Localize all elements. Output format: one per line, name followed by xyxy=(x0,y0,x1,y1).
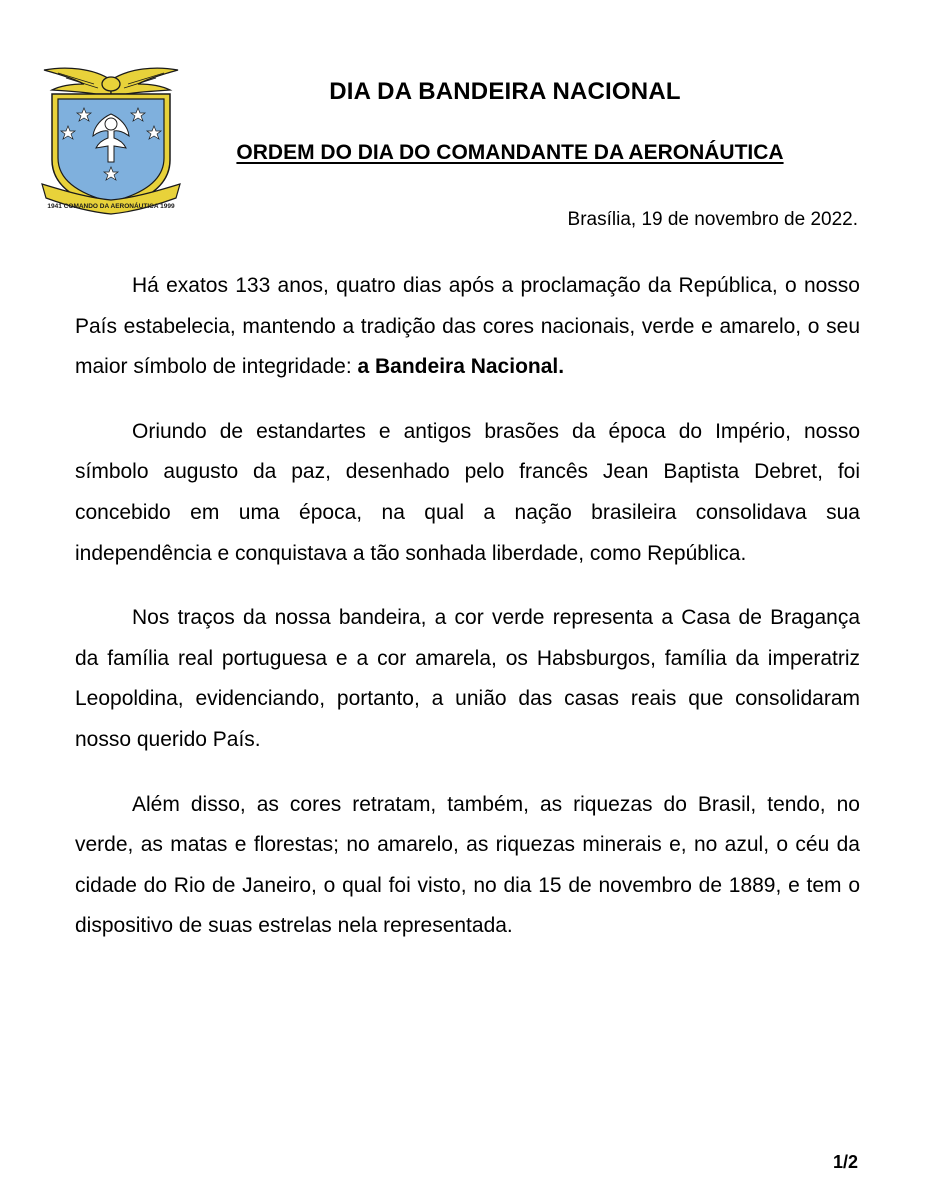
paragraph-4: Além disso, as cores retratam, também, as riquezas do Brasil, tendo, no verde, as matas e florestas; no amarelo, as riquezas minerais e, no azul, o céu da cidade do Rio de Janeiro, o qual foi visto, no dia 15 de novembro de 1889, e tem o dispositivo de suas estrelas nela representada. xyxy=(75,792,860,938)
page-number: 1/2 xyxy=(832,1152,858,1172)
dateline: Brasília, 19 de novembro de 2022. xyxy=(567,209,858,230)
document-subtitle: ORDEM DO DIA DO COMANDANTE DA AERONÁUTICA xyxy=(236,141,784,164)
paragraph-1 xyxy=(75,266,860,388)
emblem-ribbon-text: 1941 COMANDO DA AERONÁUTICA 1999 xyxy=(47,203,175,210)
document-body xyxy=(75,266,860,971)
paragraph-3: Nos traços da nossa bandeira, a cor verde representa a Casa de Bragança da família real portuguesa e a cor amarela, os Habsburgos, família da imperatriz Leopoldina, evidenciando, portanto, a união das casas reais que consolidaram nosso querido País. xyxy=(75,606,860,751)
document-title: DIA DA BANDEIRA NACIONAL xyxy=(329,78,681,105)
paragraph-2: Oriundo de estandartes e antigos brasões da época do Império, nosso símbolo augusto da paz, desenhado pelo francês Jean Baptista Debret, foi concebido em uma época, na qual a nação brasileira consolidava sua independência e conquistava a tão sonhada liberdade, como República. xyxy=(75,419,860,565)
paragraph-1-text: Há exatos 133 anos, quatro dias após a proclamação da República, o nosso País estabelecia, mantendo a tradição das cores nacionais, verde e amarelo, o seu maior símbolo de integridade: xyxy=(75,274,860,379)
paragraph-1-bold: a Bandeira Nacional. xyxy=(357,355,565,379)
